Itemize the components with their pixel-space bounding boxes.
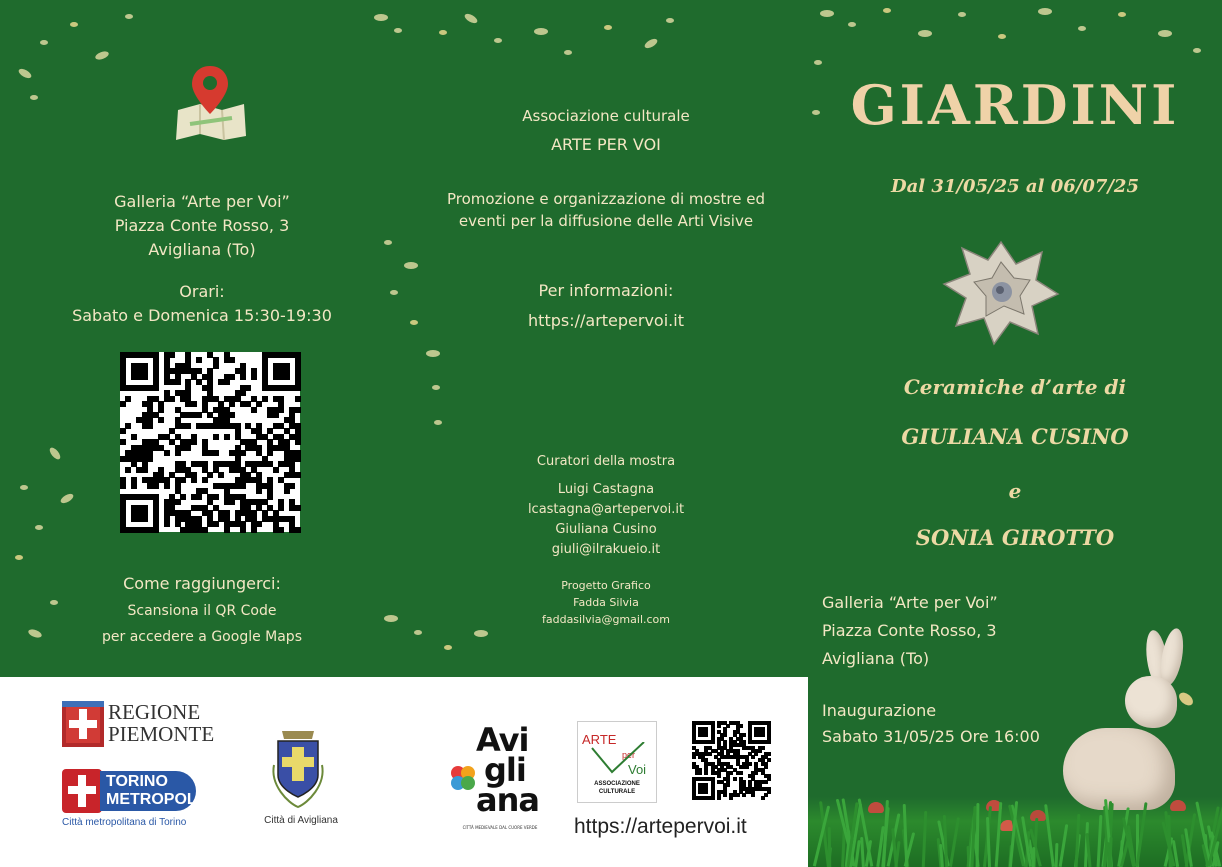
leaf-decoration [390,290,398,295]
torino-shield-icon [62,769,102,813]
qr-module [284,488,290,494]
gallery-city: Avigliana (To) [148,240,256,259]
leaf-decoration [1158,30,1172,37]
leaf-decoration [414,630,422,635]
gallery-address [0,190,404,262]
qr-module [158,417,164,423]
qr-module [761,733,765,737]
qr-module [213,434,219,440]
info-title: Per informazioni: [538,281,674,300]
exhibition-dates: Dal 31/05/25 al 06/07/25 [890,176,1139,197]
grass-blade [1032,847,1036,867]
credits-email[interactable]: faddasilvia@gmail.com [541,613,670,626]
mushroom-decoration [1170,800,1186,811]
qr-module [224,527,230,533]
leaf-decoration [15,555,23,560]
qr-module [278,505,284,511]
qr-module [213,521,219,527]
opening-title: Inaugurazione [822,701,937,720]
qr-module [229,401,235,407]
artists-conjunction: e [1008,479,1022,503]
google-maps-qr-code[interactable] [120,352,300,532]
leaf-decoration [40,40,48,45]
leaf-decoration [474,630,488,637]
grass-blade [1054,843,1058,867]
qr-module [295,505,301,511]
leaf-decoration [814,60,822,65]
qr-module [164,521,170,527]
qr-module [224,434,230,440]
qr-module [745,765,749,769]
torino-subtitle: Città metropolitana di Torino [62,817,187,828]
qr-module [196,357,202,363]
qr-module [251,407,257,413]
qr-module [125,467,131,473]
qr-module [229,357,235,363]
hours-title: Orari: [179,282,225,301]
qr-module [218,472,224,478]
qr-module [295,439,301,445]
mission-line: eventi per la diffusione delle Arti Visive [458,212,754,230]
center-panel [404,0,808,677]
qr-module [191,439,197,445]
leaf-decoration [17,67,33,80]
leaf-decoration [125,14,133,19]
sponsor-footer [0,677,808,867]
qr-module [142,467,148,473]
qr-module [229,412,235,418]
qr-module [240,374,246,380]
qr-module [169,396,175,402]
apv-line: CULTURALE [598,789,636,795]
leaf-decoration [1078,26,1086,31]
qr-module [717,724,721,728]
arte-per-voi-logo [577,721,657,803]
leaf-decoration [643,37,659,50]
leaf-decoration [998,34,1006,39]
qr-module [164,483,170,489]
curator-email[interactable]: giuli@ilrakueio.it [551,542,661,557]
qr-module [278,527,284,533]
apv-voi: Voi [628,762,647,777]
leaf-decoration [564,50,572,55]
venue-address [822,589,998,673]
leaf-decoration [394,28,402,33]
qr-module [191,477,197,483]
qr-module [742,793,746,797]
qr-module [278,407,284,413]
curator-email[interactable]: lcastagna@artepervoi.it [527,502,685,517]
qr-module [711,796,715,800]
apv-subtitle [578,780,656,796]
qr-module [180,494,186,500]
qr-module [267,494,273,500]
qr-module [153,527,159,533]
credits-label: Progetto Grafico [561,579,651,592]
qr-module [175,379,181,385]
qr-module [185,423,191,429]
qr-module [764,780,768,784]
venue-street: Piazza Conte Rosso, 3 [822,621,997,640]
qr-module [120,428,126,434]
qr-module [131,434,137,440]
qr-module [202,527,208,533]
qr-module [717,796,721,800]
avigliana-logo-tagline: CITTÀ MEDIEVALE DAL CUORE VERDE [462,825,538,830]
leaf-decoration [426,350,440,357]
qr-module [229,499,235,505]
qr-module [180,477,186,483]
torino-line: METROPOLI [106,791,202,808]
qr-module [295,527,301,533]
qr-module [704,733,708,737]
gallery-name: Galleria “Arte per Voi” [114,192,290,211]
clover-icon [448,763,478,793]
qr-module [120,483,126,489]
regione-piemonte-logo [62,700,215,749]
association-mission [404,188,808,232]
qr-module [120,439,126,445]
footer-website-url[interactable]: https://artepervoi.it [574,815,747,838]
crest-icon [268,725,328,813]
qr-module [213,363,219,369]
qr-module [147,423,153,429]
qr-module [240,483,246,489]
hours-value: Sabato e Domenica 15:30-19:30 [72,306,332,325]
qr-module [142,374,148,380]
leaf-decoration [35,525,43,530]
qr-module [207,472,213,478]
mushroom-decoration [868,802,884,813]
leaf-decoration [94,50,110,61]
leaf-decoration [820,10,834,17]
opening-hours [0,280,404,328]
directions-line: per accedere a Google Maps [102,629,302,645]
website-qr-code[interactable] [692,721,770,799]
leaf-decoration [1193,48,1201,53]
qr-module [295,396,301,402]
qr-module [295,407,301,413]
qr-module [295,472,301,478]
ceramic-flower-image [942,234,1060,346]
regione-line: PIEMONTE [108,722,215,746]
regione-text [108,701,214,745]
apv-arte: ARTE [582,732,617,747]
apv-line: ASSOCIAZIONE [594,781,640,787]
qr-module [169,352,175,358]
leaf-decoration [1038,8,1052,15]
qr-module [153,483,159,489]
qr-module [295,385,301,391]
venue-city: Avigliana (To) [822,649,930,668]
exhibition-title: GIARDINI [850,73,1180,137]
qr-module [295,456,301,462]
qr-module [256,521,262,527]
leaf-decoration [883,8,891,13]
qr-module [751,755,755,759]
curators-list [404,480,808,560]
qr-module [240,527,246,533]
leaf-decoration [848,22,856,27]
qr-module [704,771,708,775]
qr-module [251,527,257,533]
logo-line: Avi [476,721,529,759]
qr-module [191,401,197,407]
curator-name: Giuliana Cusino [555,522,657,537]
qr-module [240,450,246,456]
apv-per: per [622,750,636,760]
qr-module [711,740,715,744]
leaf-decoration [534,28,548,35]
leaf-decoration [30,95,38,100]
curator-name: Luigi Castagna [557,482,655,497]
qr-module [153,385,159,391]
leaf-decoration [439,30,447,35]
torino-metropoli-logo [62,769,202,829]
qr-module [267,450,273,456]
qr-module [120,401,126,407]
qr-module [245,385,251,391]
qr-module [284,374,290,380]
qr-module [739,771,743,775]
graphic-design-credits [404,577,808,628]
qr-module [704,790,708,794]
leaf-decoration [918,30,932,37]
opening-info [822,698,1040,750]
mission-line: Promozione e organizzazione di mostre ed [447,190,765,208]
opening-time: Sabato 31/05/25 Ore 16:00 [822,727,1040,746]
qr-module [125,396,131,402]
qr-module [717,774,721,778]
qr-module [175,499,181,505]
torino-text [100,771,202,811]
qr-module [125,423,131,429]
leaf-decoration [432,385,440,390]
qr-module [729,796,733,800]
avigliana-brand-logo [448,721,548,835]
artist-name: GIULIANA CUSINO [901,424,1129,449]
qr-module [240,390,246,396]
gallery-street: Piazza Conte Rosso, 3 [114,216,290,235]
piemonte-shield-icon [62,701,104,747]
qr-module [273,467,279,473]
qr-module [196,412,202,418]
qr-module [202,477,208,483]
qr-module [767,740,771,744]
leaf-decoration [494,38,502,43]
torino-line: TORINO [106,773,168,790]
qr-module [761,796,765,800]
qr-module [224,379,230,385]
qr-module [229,374,235,380]
left-panel [0,0,404,677]
apv-check-icon [582,742,652,778]
info-url[interactable]: https://artepervoi.it [528,311,684,330]
qr-module [273,412,279,418]
qr-module [158,407,164,413]
venue-name: Galleria “Arte per Voi” [822,593,998,612]
qr-module [251,374,257,380]
leaf-decoration [59,492,75,505]
leaf-decoration [384,615,398,622]
qr-module [256,488,262,494]
qr-module [289,483,295,489]
qr-module [147,456,153,462]
curators-title: Curatori della mostra [536,454,676,469]
qr-module [723,793,727,797]
directions-text [0,598,404,650]
leaf-decoration [463,12,479,25]
leaf-decoration [958,12,966,17]
qr-module [698,771,702,775]
right-panel [808,0,1222,867]
regione-line: REGIONE [108,700,201,724]
credits-name: Fadda Silvia [573,596,639,609]
leaf-decoration [604,25,612,30]
qr-module [164,450,170,456]
rabbit-head [1125,676,1177,728]
qr-module [692,755,696,759]
artist-name: SONIA GIROTTO [915,525,1115,550]
rabbit-body [1063,728,1175,810]
qr-module [185,445,191,451]
leaf-decoration [404,262,418,269]
association-name: ARTE PER VOI [551,135,661,154]
leaf-decoration [374,14,388,21]
qr-module [142,516,148,522]
qr-module [708,752,712,756]
directions-title: Come raggiungerci: [123,574,281,593]
avigliana-caption: Città di Avigliana [264,815,338,826]
logo-line: gli [484,751,526,789]
avigliana-crest-logo [246,725,356,835]
leaf-decoration [666,18,674,23]
qr-module [256,401,262,407]
leaf-decoration [434,420,442,425]
qr-module [733,777,737,781]
map-pin-icon [170,60,250,140]
qr-module [751,793,755,797]
leaf-decoration [20,485,28,490]
qr-module [262,396,268,402]
leaf-decoration [70,22,78,27]
leaf-decoration [1118,12,1126,17]
qr-module [736,793,740,797]
logo-line: ana [476,781,539,819]
qr-module [213,494,219,500]
qr-module [131,483,137,489]
exhibition-subtitle: Ceramiche d’arte di [903,375,1127,399]
leaf-decoration [48,446,62,461]
directions-line: Scansiona il QR Code [127,603,277,619]
leaf-decoration [384,240,392,245]
qr-module [196,494,202,500]
qr-module [175,450,181,456]
association-label: Associazione culturale [522,107,690,125]
qr-module [213,450,219,456]
leaf-decoration [444,645,452,650]
avigliana-logo-text [476,721,539,819]
